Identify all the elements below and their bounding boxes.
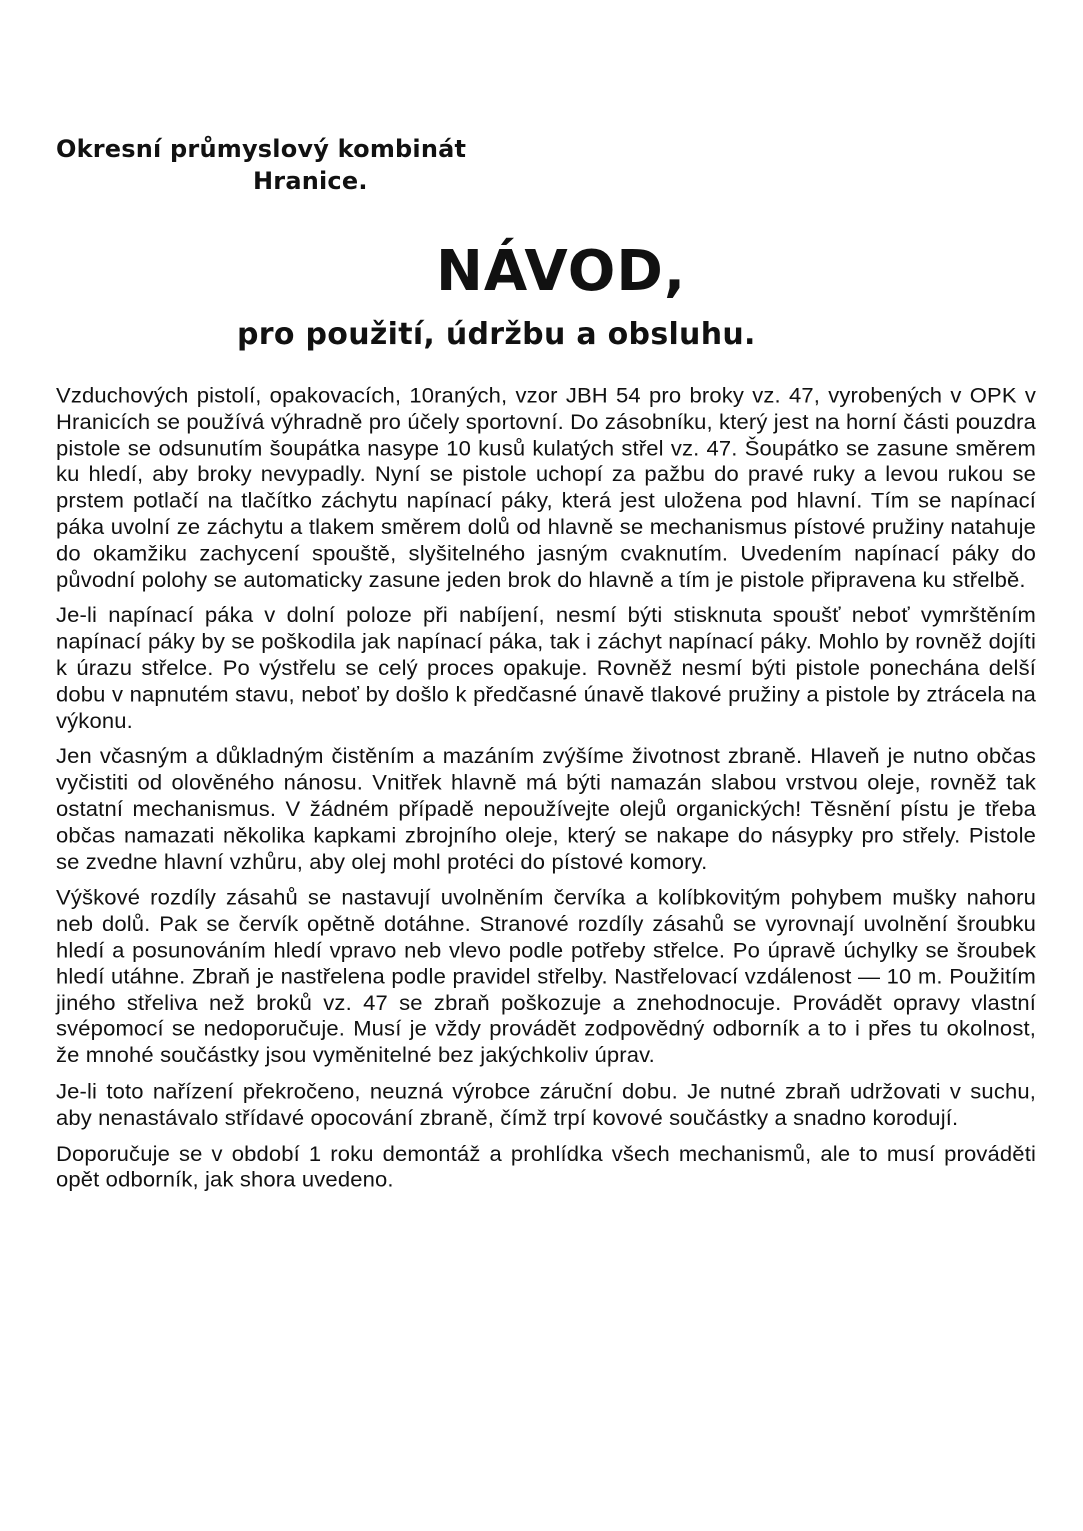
paragraph-maintenance: Jen včasným a důkladným čistěním a mazáním zvýšíme životnost zbraně. Hlaveň je nutno občas vyčistiti od olověného nánosu. Vnitřek hlavně má býti namazán slabou vrstvou oleje, rovněž tak ostatní mechanismus. V žádném případě nepoužívejte olejů organických! Těsnění pístu je třeba občas namazati několika kapkami zbrojního oleje, který se nakape do násypky pro střely. Pistole se zvedne hlavní vzhůru, aby olej mohl protéci do pístové komory. [56, 743, 1036, 874]
document-title: NÁVOD, [436, 239, 687, 304]
paragraph-inspection: Doporučuje se v období 1 roku demontáž a prohlídka všech mechanismů, ale to musí prováděti opět odborník, jak shora uvedeno. [56, 1141, 1036, 1192]
organization-name: Okresní průmyslový kombinát [56, 135, 467, 163]
organization-town: Hranice. [253, 167, 368, 195]
document-subtitle: pro použití, údržbu a obsluhu. [237, 317, 756, 352]
paragraph-warranty: Je-li toto nařízení překročeno, neuzná výrobce záruční dobu. Je nutné zbraň udržovati v suchu, aby nenastávalo střídavé opocování zbraně, čímž trpí kovové součástky a snadno korodují. [56, 1078, 1036, 1130]
document-body [56, 383, 1036, 1203]
organization-header [56, 133, 466, 197]
paragraph-adjustment: Výškové rozdíly zásahů se nastavují uvolněním červíka a kolíbkovitým pohybem mušky nahoru neb dolů. Pak se červík opětně dotáhne. Stranové rozdíly zásahů se vyrovnají uvolnění šroubku hledí a posunováním hledí vpravo neb vlevo podle potřeby střelce. Po úpravě úchylky se šroubek hledí utáhne. Zbraň je nastřelena podle pravidel střelby. Nastřelovací vzdálenost — 10 m. Použitím jiného střeliva než broků vz. 47 se zbraň poškozuje a znehodnocuje. Provádět opravy vlastní svépomocí se nedoporučuje. Musí je vždy provádět zodpovědný odborník a to i přes tu okolnost, že mnohé součástky jsou vyměnitelné bez jakýchkoliv úprav. [56, 885, 1036, 1068]
paragraph-loading: Vzduchových pistolí, opakovacích, 10raných, vzor JBH 54 pro broky vz. 47, vyrobených v OPK v Hranicích se používá výhradně pro účely sportovní. Do zásobníku, který jest na horní části pouzdra pistole se odsunutím šoupátka nasype 10 kusů kulatých střel vz. 47. Šoupátko se zasune směrem ku hledí, aby broky nevypadly. Nyní se pistole uchopí za pažbu do pravé ruky a levou rukou se prstem potlačí na tlačítko záchytu napínací páky, která jest uložena pod hlavní. Tím se napínací páka uvolní ze záchytu a tlakem směrem dolů od hlavně se mechanismus pístové pružiny natahuje do okamžiku zachycení spouště, slyšitelného jasným cvaknutím. Uvedením napínací páky do původní polohy se automaticky zasune jeden brok do hlavně a tím je pistole připravena ku střelbě. [56, 383, 1036, 592]
paragraph-safety: Je-li napínací páka v dolní poloze při nabíjení, nesmí býti stisknuta spoušť neboť vymrštěním napínací páky by se poškodila jak napínací páka, tak i záchyt napínací páky. Mohlo by rovněž dojíti k úrazu střelce. Po výstřelu se celý proces opakuje. Rovněž nesmí býti pistole ponechána delší dobu v napnutém stavu, neboť by došlo k předčasné únavě tlakové pružiny a pistole by ztrácela na výkonu. [56, 602, 1036, 733]
